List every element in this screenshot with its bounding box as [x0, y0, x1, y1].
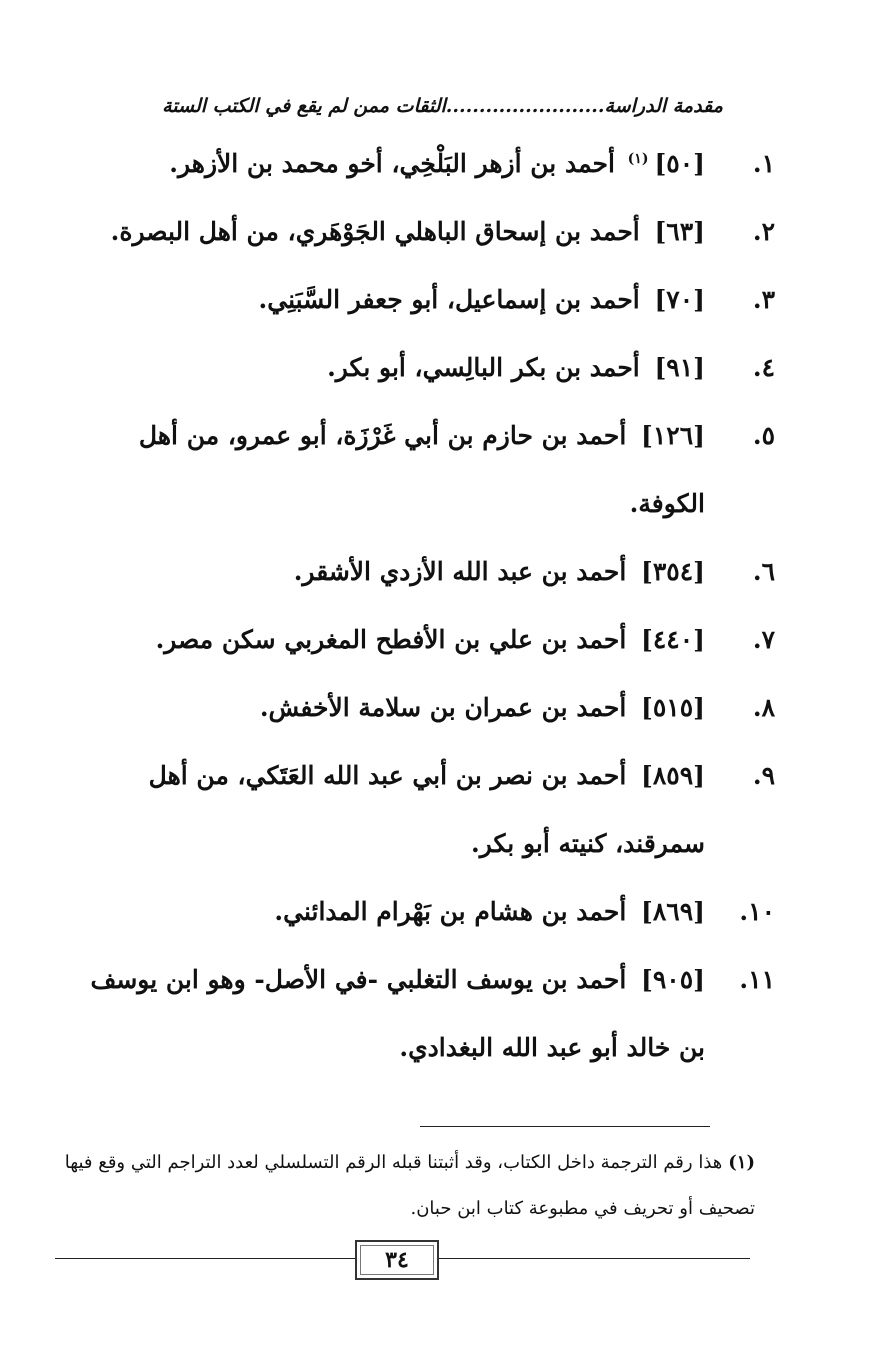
entry-ref: [٣٥٤]: [641, 557, 705, 586]
list-item: [60, 606, 785, 674]
running-head: [150, 88, 735, 124]
list-item: [60, 674, 785, 742]
entry-ref: [٨٦٩]: [641, 897, 705, 926]
entry-text: أحمد بن عمران بن سلامة الأخفش.: [259, 693, 627, 722]
entry-text: أحمد بن إسماعيل، أبو جعفر السَّبَنِي.: [258, 285, 640, 314]
entry-text: أحمد بن عبد الله الأزدي الأشقر.: [293, 557, 627, 586]
leader-dots: ........................: [445, 95, 605, 117]
list-item: [60, 266, 785, 334]
list-item: [60, 130, 785, 198]
entry-ref: [٤٤٠]: [641, 625, 705, 654]
list-item: [60, 878, 785, 946]
list-item: [60, 402, 785, 538]
list-item: [60, 334, 785, 402]
book-title: الثقات ممن لم يقع في الكتب الستة: [162, 95, 446, 117]
entry-number: ٢.: [752, 217, 775, 246]
list-item: [60, 198, 785, 266]
list-item: [60, 538, 785, 606]
entry-text: أحمد بن إسحاق الباهلي الجَوْهَري، من أهل البصرة.: [110, 217, 640, 246]
entry-text: أحمد بن أزهر البَلْخِي، أخو محمد بن الأزهر.: [169, 149, 615, 178]
list-item: [60, 742, 785, 878]
entry-number: ١٠.: [739, 897, 775, 926]
entry-ref: [٧٠]: [654, 285, 705, 314]
entry-ref: [٩٠٥]: [641, 965, 705, 994]
entry-number: ٩.: [752, 761, 775, 790]
entry-text: أحمد بن هشام بن بَهْرام المدائني.: [274, 897, 627, 926]
footnote: [36, 1140, 755, 1232]
page-number: ٣٤: [355, 1240, 439, 1280]
entry-text: أحمد بن حازم بن أبي غَرْزَة، أبو عمرو، من أهل الكوفة.: [138, 421, 705, 518]
entry-text: أحمد بن نصر بن أبي عبد الله العَتَكي، من أهل سمرقند، كنيته أبو بكر.: [148, 761, 705, 858]
entry-ref: [٥٠]: [654, 149, 705, 178]
entry-number: ٧.: [752, 625, 775, 654]
section-title: مقدمة الدراسة: [604, 95, 723, 117]
footnote-text: هذا رقم الترجمة داخل الكتاب، وقد أثبتنا قبله الرقم التسلسلي لعدد التراجم التي وقع فيها تصحيف أو تحريف في مطبوعة كتاب ابن حبان.: [64, 1152, 755, 1219]
entry-number: ١١.: [739, 965, 775, 994]
entry-number: ٦.: [752, 557, 775, 586]
entry-number: ٤.: [752, 353, 775, 382]
footnote-separator: [420, 1126, 710, 1127]
footnote-number: (١): [728, 1152, 755, 1173]
entry-text: أحمد بن بكر البالِسي، أبو بكر.: [327, 353, 640, 382]
entry-ref: [٩١]: [654, 353, 705, 382]
entry-ref: [٥١٥]: [641, 693, 705, 722]
entry-list: [60, 130, 785, 1082]
entry-number: ١.: [752, 149, 775, 178]
entry-ref: [٨٥٩]: [641, 761, 705, 790]
footnote-marker: (١): [627, 150, 649, 167]
entry-text: أحمد بن يوسف التغلبي -في الأصل- وهو ابن يوسف بن خالد أبو عبد الله البغدادي.: [90, 965, 705, 1062]
entry-number: ٨.: [752, 693, 775, 722]
entry-number: ٥.: [752, 421, 775, 450]
entry-ref: [٦٣]: [654, 217, 705, 246]
entry-number: ٣.: [752, 285, 775, 314]
entry-ref: [١٢٦]: [641, 421, 705, 450]
list-item: [60, 946, 785, 1082]
entry-text: أحمد بن علي بن الأفطح المغربي سكن مصر.: [155, 625, 627, 654]
